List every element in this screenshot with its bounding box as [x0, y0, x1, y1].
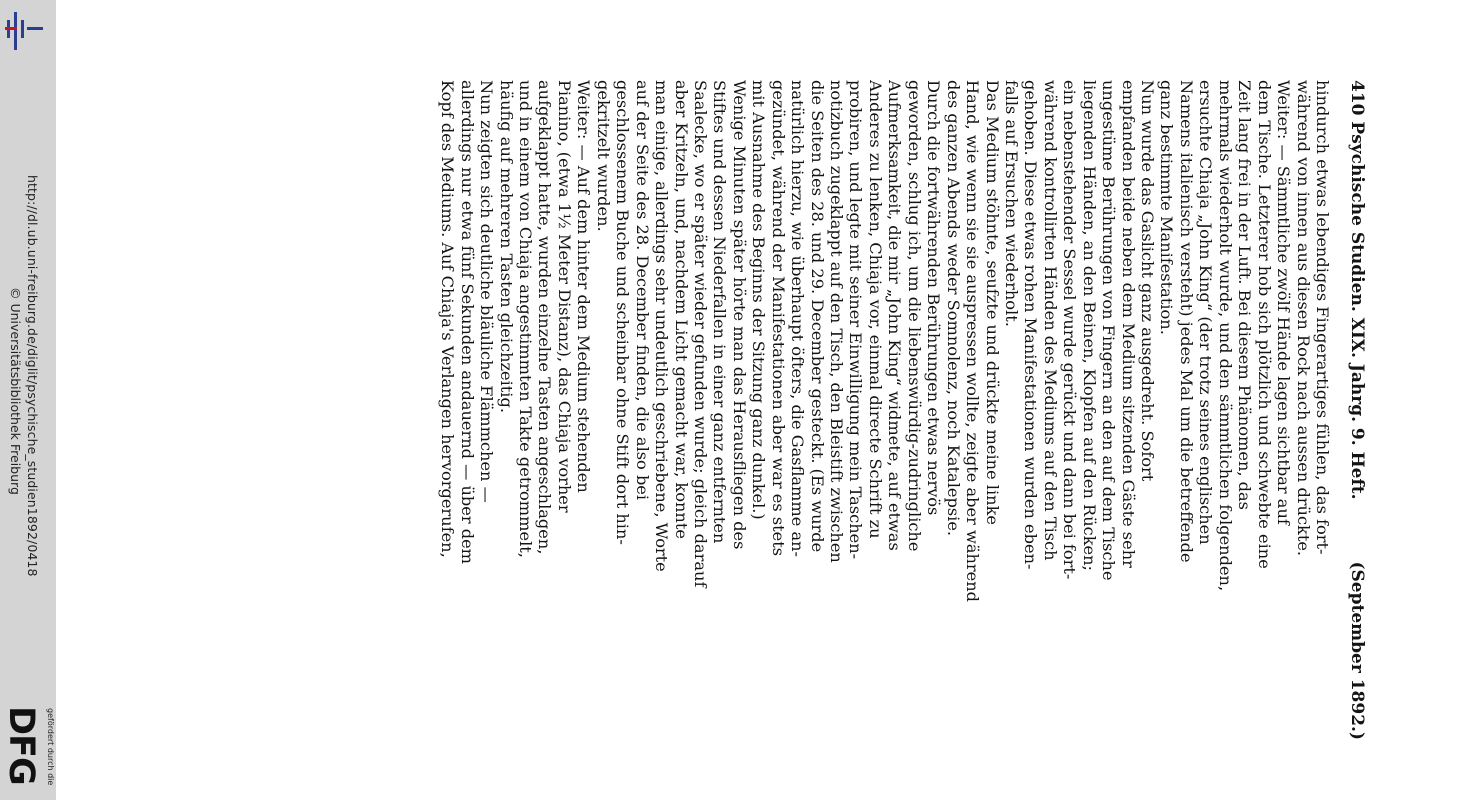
text-line: des ganzen Abends weder Somnolenz, noch Katalepsie. [943, 80, 963, 537]
text-line: ersuchte Chiaja „John King“ (der trotz seines englischen [1196, 80, 1216, 545]
copyright-notice: © Universitätsbibliothek Freiburg [8, 287, 23, 495]
text-line: gekritzelt wurden. [593, 80, 613, 232]
header-title: 410 Psychische Studien. XIX. Jahrg. 9. Heft. [1347, 80, 1367, 500]
scanned-page [438, 80, 1370, 740]
library-logo-icon [3, 6, 47, 50]
text-line: Weiter: — Auf dem hinter dem Medium stehenden [574, 80, 594, 493]
text-line: Kopf des Mediums. Auf Chiaja's Verlangen hervorgerufen, [438, 80, 458, 558]
text-line: ungestüme Berührungen von Fingern an den auf dem Tische [1099, 80, 1119, 581]
text-line: Hand, wie wenn sie sie auspressen wollte, zeigte aber während [963, 80, 983, 603]
text-line: Nun wurde das Gaslicht ganz ausgedreht. Sofort [1138, 80, 1158, 482]
text-line: Saalecke, wo er später wieder gefunden wurde; gleich darauf [691, 80, 710, 588]
text-line: und in einem von Chiaja angestimmten Takte getrommelt, [516, 80, 536, 558]
text-line: Aufmerksamkeit, die mir „John King“ widmete, auf etwas [885, 80, 905, 551]
text-line: ein nebenstehender Sessel wurde gerückt und dann bei fort- [1060, 80, 1080, 580]
text-line: geschlossenem Buche und scheinbar ohne Stift dort hin- [613, 80, 633, 545]
text-line: gehoben. Diese etwas rohen Manifestationen wurden eben- [1021, 80, 1041, 570]
text-line: Wenige Minuten später hörte man das Herausfliegen des [729, 80, 749, 550]
text-line: empfanden beide neben dem Medium sitzenden Gäste sehr [1118, 80, 1138, 568]
text-line: ganz bestimmte Manifestation. [1157, 80, 1177, 335]
text-line: aufgeklappt hatte, wurden einzelne Tasten angeschlagen, [535, 80, 555, 555]
text-line: mit Ausnahme des Beginns der Sitzung ganz dunkel.) [749, 80, 769, 520]
text-line: allerdings nur etwa fünf Sekunden andauernd — über dem [457, 80, 477, 565]
text-line: liegenden Händen, an den Beinen, Klopfen auf den Rücken; [1079, 80, 1099, 571]
text-line: mehrmals wiederholt wurde, und den sämmtlichen folgenden, [1215, 80, 1235, 592]
text-line: hindurch etwas lebendiges Fingerartiges fühlen, das fort- [1313, 80, 1332, 555]
text-line: falls auf Ersuchen wiederholt. [1002, 80, 1021, 327]
text-line: Weiter: — Sämmtliche zwölf Hände lagen sichtbar auf [1274, 80, 1294, 525]
text-line: notizbuch zugeklappt auf den Tisch, den Bleistift zwischen [827, 80, 847, 563]
text-line: während kontrollirten Händen des Mediums auf den Tisch [1040, 80, 1060, 561]
text-line: Das Medium stöhnte, seufzte und drückte meine linke [982, 80, 1002, 525]
text-line: während von innen aus diesen Rock nach aussen drückte. [1293, 80, 1313, 557]
text-line: Nun zeigten sich deutliche bläuliche Flämmchen — [477, 80, 497, 503]
dfg-logo: DFG [1, 706, 41, 785]
text-line: Pianino, (etwa 1½ Meter Distanz), das Chiaja vorher [554, 80, 574, 513]
text-line: natürlich hierzu, wie überhaupt öfters, die Gasflamme an- [788, 80, 808, 558]
viewer-sidebar [0, 0, 56, 800]
funder-caption: gefördert durch die [46, 708, 55, 786]
source-url[interactable]: http://dl.ub.uni-freiburg.de/diglit/psychische_studien1892/0418 [25, 175, 40, 577]
text-line: geworden, schlug ich, um die liebenswürdig-zudringliche [904, 80, 924, 552]
text-line: Namens italienisch versteht) jedes Mal um die betreffende [1176, 80, 1196, 563]
text-line: dem Tische. Letzterer hob sich plötzlich und schwebte eine [1254, 80, 1274, 569]
body-text [438, 80, 1332, 740]
text-line: man einige, allerdings sehr undeutlich geschriebene, Worte [652, 80, 672, 572]
text-line: probiren, und legte mit seiner Einwilligung mein Taschen- [846, 80, 866, 560]
text-line: Stiftes und dessen Niederfallen in einer ganz entfernten [710, 80, 730, 544]
text-line: die Seiten des 28. und 29. December gesteckt. (Es wurde [807, 80, 827, 553]
running-header [1344, 80, 1370, 740]
text-line: häufig auf mehreren Tasten gleichzeitig. [496, 80, 516, 413]
header-date: (September 1892.) [1347, 561, 1367, 740]
text-line: Anderes zu lenken, Chiaja vor, einmal directe Schrift zu [865, 80, 885, 539]
text-line: gezündet, während der Manifestationen aber war es stets [768, 80, 788, 557]
text-line: aber Kritzeln, und, nachdem Licht gemacht war, konnte [671, 80, 691, 539]
text-line: auf der Seite des 28. December finden, die also bei [632, 80, 652, 501]
text-line: Durch die fortwährenden Berührungen etwas nervös [924, 80, 944, 516]
text-line: Zeit lang frei in der Luft. Bei diesem Phänomen, das [1235, 80, 1255, 510]
